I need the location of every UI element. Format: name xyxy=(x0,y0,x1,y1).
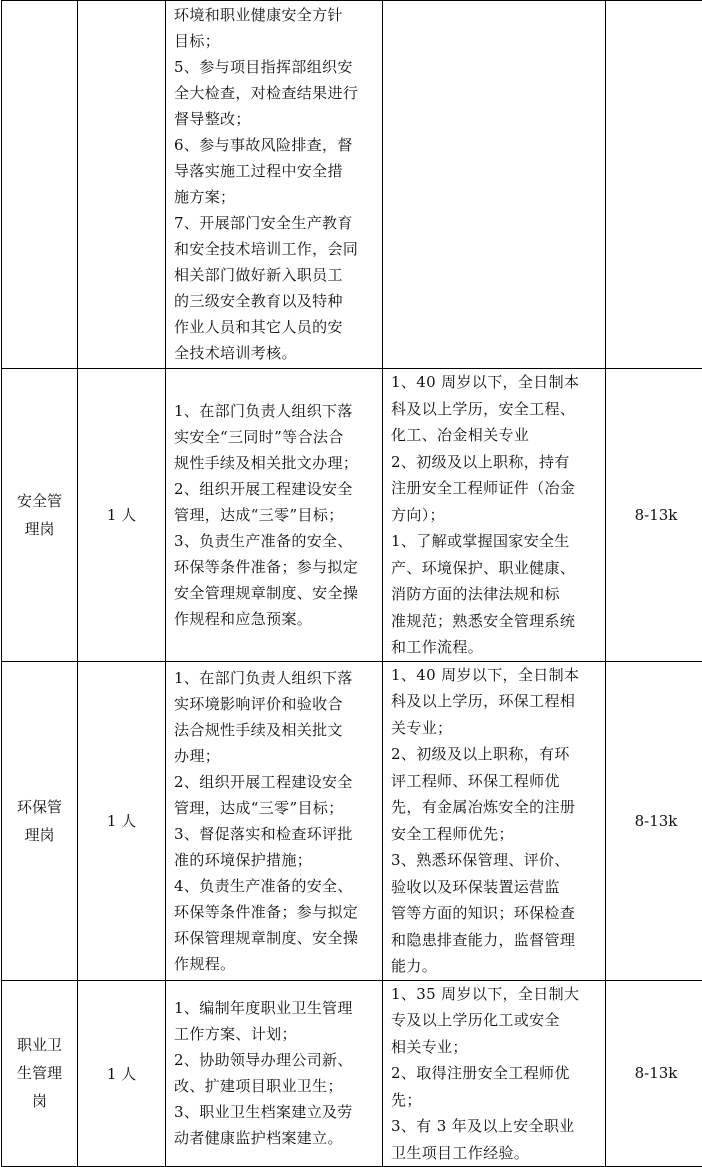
cell-line: 注册安全工程师证件（冶金 xyxy=(391,475,597,502)
cell-line: 2、组织开展工程建设安全 xyxy=(174,476,374,502)
salary: 8-13k xyxy=(606,506,702,524)
position-name: 环保管 xyxy=(2,793,77,821)
requirements-cell xyxy=(383,369,606,662)
cell-line: 2、初级及以上职称，有环 xyxy=(391,741,597,768)
cell-line: 改、扩建项目职业卫生； xyxy=(174,1073,374,1099)
cell-line: 方向）； xyxy=(391,502,597,529)
duties-cell xyxy=(166,1,383,369)
cell-line: 准的环境保护措施； xyxy=(174,847,374,873)
headcount-cell xyxy=(78,661,166,980)
cell-line: 动者健康监护档案建立。 xyxy=(174,1125,374,1151)
cell-line: 管理，达成“三零”目标； xyxy=(174,502,374,528)
headcount-cell xyxy=(78,1,166,369)
cell-line: 卫生项目工作经验。 xyxy=(391,1140,597,1167)
cell-line: 能力。 xyxy=(391,953,597,980)
cell-line: 和工作流程。 xyxy=(391,634,597,661)
cell-line: 全大检查，对检查结果进行 xyxy=(174,80,374,106)
cell-line: 2、协助领导办理公司新、 xyxy=(174,1047,374,1073)
cell-line: 办理； xyxy=(174,743,374,769)
cell-line: 作业人员和其它人员的安 xyxy=(174,314,374,340)
duties-cell xyxy=(166,661,383,980)
salary-cell xyxy=(606,369,702,662)
cell-line: 化工、冶金相关专业 xyxy=(391,422,597,449)
cell-line: 法合规性手续及相关批文 xyxy=(174,717,374,743)
cell-line: 1、了解或掌握国家安全生 xyxy=(391,528,597,555)
table-row xyxy=(2,661,702,980)
cell-line: 全技术培训考核。 xyxy=(174,340,374,366)
cell-line: 3、有 3 年及以上安全职业 xyxy=(391,1113,597,1140)
job-table xyxy=(1,0,702,1167)
cell-line: 环保等条件准备；参与拟定 xyxy=(174,554,374,580)
duties-cell xyxy=(166,369,383,662)
salary-cell xyxy=(606,980,702,1167)
cell-line: 3、职业卫生档案建立及劳 xyxy=(174,1099,374,1125)
headcount: 1 人 xyxy=(78,504,165,525)
cell-line: 督导整改； xyxy=(174,106,374,132)
cell-line: 安全管理规章制度、安全操 xyxy=(174,580,374,606)
cell-line: 消防方面的法律法规和标 xyxy=(391,581,597,608)
cell-line: 环境和职业健康安全方针 xyxy=(174,2,374,28)
position-name: 理岗 xyxy=(2,821,77,849)
cell-line: 产、环境保护、职业健康、 xyxy=(391,555,597,582)
cell-line: 作规程和应急预案。 xyxy=(174,606,374,632)
headcount-cell xyxy=(78,369,166,662)
duties-cell xyxy=(166,980,383,1167)
cell-line: 科及以上学历，安全工程、 xyxy=(391,396,597,423)
salary-cell xyxy=(606,1,702,369)
cell-line: 1、在部门负责人组织下落 xyxy=(174,398,374,424)
cell-line: 导落实施工过程中安全措 xyxy=(174,158,374,184)
cell-line: 实安全“三同时”等合法合 xyxy=(174,424,374,450)
cell-line: 1、40 周岁以下，全日制本 xyxy=(391,662,597,689)
position-name: 生管理 xyxy=(2,1059,77,1087)
position-cell xyxy=(2,661,78,980)
position-name: 安全管 xyxy=(2,487,77,515)
cell-line: 1、40 周岁以下，全日制本 xyxy=(391,369,597,396)
cell-line: 2、组织开展工程建设安全 xyxy=(174,769,374,795)
cell-line: 1、编制年度职业卫生管理 xyxy=(174,995,374,1021)
position-name: 理岗 xyxy=(2,515,77,543)
cell-line: 先； xyxy=(391,1087,597,1114)
cell-line: 施方案； xyxy=(174,184,374,210)
position-cell xyxy=(2,369,78,662)
cell-line: 工作方案、计划； xyxy=(174,1021,374,1047)
salary: 8-13k xyxy=(606,812,702,830)
cell-line: 验收以及环保装置运营监 xyxy=(391,874,597,901)
salary: 8-13k xyxy=(606,1064,702,1082)
cell-line: 环保等条件准备；参与拟定 xyxy=(174,899,374,925)
cell-line: 4、负责生产准备的安全、 xyxy=(174,873,374,899)
cell-line: 5、参与项目指挥部组织安 xyxy=(174,54,374,80)
cell-line: 实环境影响评价和验收合 xyxy=(174,691,374,717)
cell-line: 2、取得注册安全工程师优 xyxy=(391,1060,597,1087)
cell-line: 1、35 周岁以下，全日制大 xyxy=(391,981,597,1008)
cell-line: 和隐患排查能力，监督管理 xyxy=(391,927,597,954)
cell-line: 的三级安全教育以及特种 xyxy=(174,288,374,314)
requirements-cell xyxy=(383,980,606,1167)
table-row xyxy=(2,1,702,369)
cell-line: 6、参与事故风险排查，督 xyxy=(174,132,374,158)
cell-line: 1、在部门负责人组织下落 xyxy=(174,665,374,691)
cell-line: 作规程。 xyxy=(174,951,374,977)
cell-line: 2、初级及以上职称，持有 xyxy=(391,449,597,476)
cell-line: 管等方面的知识；环保检查 xyxy=(391,900,597,927)
cell-line: 目标； xyxy=(174,28,374,54)
cell-line: 相关部门做好新入职员工 xyxy=(174,262,374,288)
requirements-cell xyxy=(383,661,606,980)
cell-line: 和安全技术培训工作，会同 xyxy=(174,236,374,262)
headcount: 1 人 xyxy=(78,810,165,831)
cell-line: 3、熟悉环保管理、评价、 xyxy=(391,847,597,874)
requirements-cell xyxy=(383,1,606,369)
salary-cell xyxy=(606,661,702,980)
cell-line: 环保管理规章制度、安全操 xyxy=(174,925,374,951)
cell-line: 3、督促落实和检查环评批 xyxy=(174,821,374,847)
cell-line: 先，有金属冶炼安全的注册 xyxy=(391,794,597,821)
table-row xyxy=(2,369,702,662)
cell-line: 3、负责生产准备的安全、 xyxy=(174,528,374,554)
position-cell xyxy=(2,980,78,1167)
cell-line: 专及以上学历化工或安全 xyxy=(391,1007,597,1034)
cell-line: 管理，达成“三零”目标； xyxy=(174,795,374,821)
headcount: 1 人 xyxy=(78,1063,165,1084)
cell-line: 科及以上学历，环保工程相 xyxy=(391,688,597,715)
cell-line: 规性手续及相关批文办理； xyxy=(174,450,374,476)
job-table-body xyxy=(2,1,702,1167)
position-cell xyxy=(2,1,78,369)
cell-line: 相关专业； xyxy=(391,1034,597,1061)
position-name: 岗 xyxy=(2,1087,77,1115)
cell-line: 评工程师、环保工程师优 xyxy=(391,768,597,795)
headcount-cell xyxy=(78,980,166,1167)
cell-line: 7、开展部门安全生产教育 xyxy=(174,210,374,236)
cell-line: 关专业； xyxy=(391,715,597,742)
cell-line: 安全工程师优先； xyxy=(391,821,597,848)
position-name: 职业卫 xyxy=(2,1031,77,1059)
cell-line: 准规范；熟悉安全管理系统 xyxy=(391,608,597,635)
table-row xyxy=(2,980,702,1167)
